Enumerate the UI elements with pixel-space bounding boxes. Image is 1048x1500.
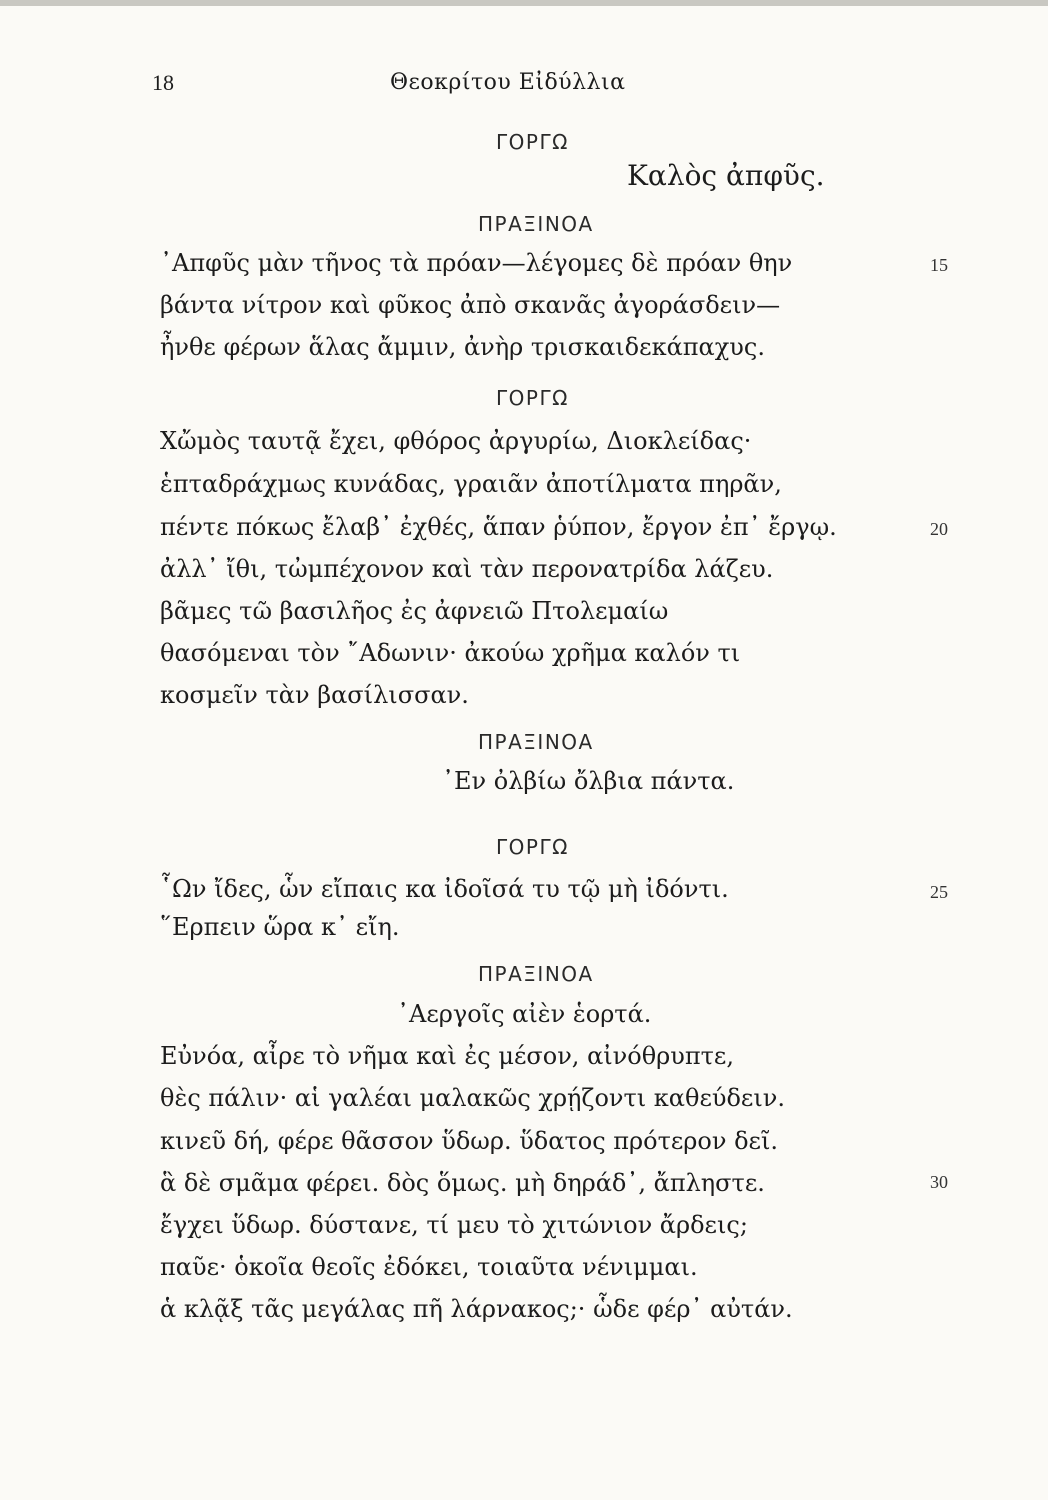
verse-line: παῦε· ὁκοῖα θεοῖς ἐδόκει, τοιαῦτα νένιμμαι. (160, 1253, 698, 1281)
verse-line: ᾽Αεργοῖς αἰὲν ἑορτά. (397, 1000, 652, 1028)
verse-line: ἀλλ᾽ ἴθι, τὠμπέχονον καὶ τὰν περονατρίδα λάζευ. (160, 555, 774, 583)
verse-line: θὲς πάλιν· αἱ γαλέαι μαλακῶς χρῄζοντι καθεύδειν. (160, 1084, 785, 1112)
verse-line: Χὤμὸς ταυτᾷ ἔχει, φθόρος ἀργυρίω, Διοκλείδας· (160, 427, 752, 455)
line-number: 25 (930, 882, 948, 902)
speaker-label: ΠΡΑΞΙΝΟΑ (478, 212, 594, 236)
verse-line: βᾶμες τῶ βασιλῆος ἐς ἀφνειῶ Πτολεμαίω (160, 597, 669, 625)
running-title: Θεοκρίτου Εἰδύλλια (390, 70, 626, 95)
verse-line: πέντε πόκως ἔλαβ᾽ ἐχθές, ἅπαν ῥύπον, ἔργον ἐπ᾽ ἔργῳ. (160, 513, 837, 541)
verse-line: Εὐνόα, αἶρε τὸ νῆμα καὶ ἐς μέσον, αἰνόθρυπτε, (160, 1042, 734, 1070)
verse-line: ἦνθε φέρων ἅλας ἄμμιν, ἀνὴρ τρισκαιδεκάπαχυς. (160, 333, 765, 361)
line-number: 30 (930, 1172, 948, 1192)
verse-line: ἑπταδράχμως κυνάδας, γραιᾶν ἀποτίλματα πηρᾶν, (160, 470, 782, 498)
verse-line: κοσμεῖν τὰν βασίλισσαν. (160, 681, 469, 709)
verse-line: κινεῦ δή, φέρε θᾶσσον ὕδωρ. ὕδατος πρότερον δεῖ. (160, 1127, 778, 1155)
line-number: 20 (930, 519, 948, 539)
verse-line: ἔγχει ὕδωρ. δύστανε, τί μευ τὸ χιτώνιον ἄρδεις; (160, 1211, 748, 1239)
verse-line: ᾽Εν ὀλβίω ὄλβια πάντα. (442, 767, 735, 795)
verse-line: θασόμεναι τὸν ῎Αδωνιν· ἀκούω χρῆμα καλόν τι (160, 639, 741, 667)
speaker-label: ΠΡΑΞΙΝΟΑ (478, 962, 594, 986)
page-top-edge (0, 0, 1048, 6)
verse-line: ἁ κλᾷξ τᾶς μεγάλας πῆ λάρνακος;· ὧδε φέρ᾽ αὐτάν. (160, 1295, 793, 1323)
speaker-label: ΠΡΑΞΙΝΟΑ (478, 730, 594, 754)
verse-line: Καλὸς ἀπφῦς. (627, 159, 825, 192)
verse-line: ἃ δὲ σμᾶμα φέρει. δὸς ὅμως. μὴ δηράδ᾽, ἄπληστε. (160, 1169, 765, 1197)
page-number: 18 (152, 70, 174, 95)
speaker-label: ΓΟΡΓΩ (496, 835, 569, 859)
verse-line: βάντα νίτρον καὶ φῦκος ἀπὸ σκανᾶς ἀγοράσδειν— (160, 291, 781, 319)
verse-line: ῞Ερπειν ὥρα κ᾽ εἴη. (160, 913, 400, 941)
line-number: 15 (930, 255, 948, 275)
speaker-label: ΓΟΡΓΩ (496, 386, 569, 410)
verse-line: ᾽Απφῦς μὰν τῆνος τὰ πρόαν—λέγομες δὲ πρόαν θην (160, 249, 793, 277)
verse-line: ῟Ων ἴδες, ὧν εἴπαις κα ἰδοῖσά τυ τῷ μὴ ἰδόντι. (160, 875, 729, 903)
speaker-label: ΓΟΡΓΩ (496, 130, 569, 154)
